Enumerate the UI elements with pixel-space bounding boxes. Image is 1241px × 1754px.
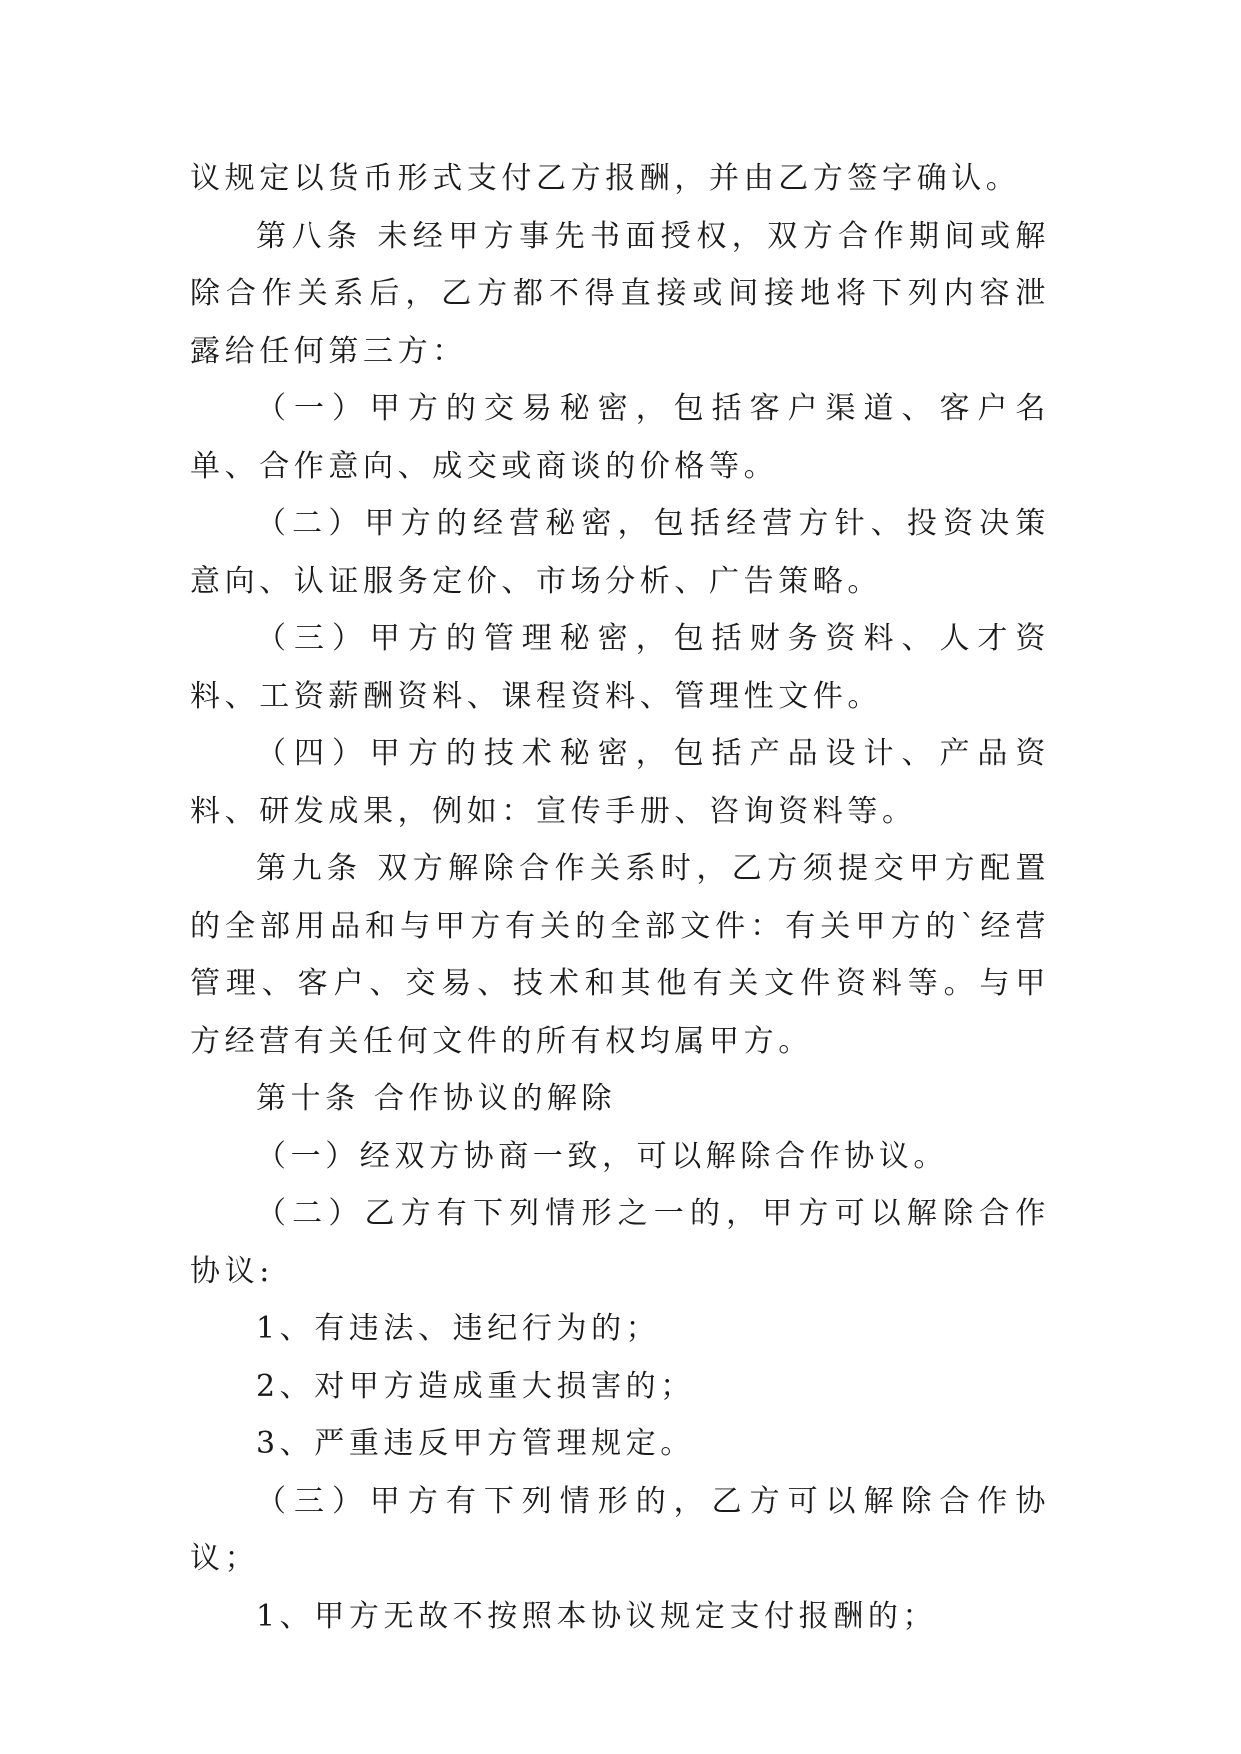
article-10-item-2-sub-3: 3、严重违反甲方管理规定。 [256,1426,695,1461]
article-10-item-1: （一）经双方协商一致，可以解除合作协议。 [256,1138,948,1174]
article-8-item-2: （二）甲方的经营秘密，包括经营方针、投资决策意向、认证服务定价、市场分析、广告策略。 [190,506,1050,599]
article-10-item-3: （三）甲方有下列情形的，乙方可以解除合作协议； [190,1483,1050,1576]
article-10-item-2-sub-2: 2、对甲方造成重大损害的； [256,1368,695,1404]
article-8-item-1: （一）甲方的交易秘密，包括客户渠道、客户名单、合作意向、成交或商谈的价格等。 [190,391,1050,484]
article-9: 第九条 双方解除合作关系时，乙方须提交甲方配置的全部用品和与甲方有关的全部文件：有关甲方的`经营管理、客户、交易、技术和其他有关文件资料等。与甲方经营有关任何文件的所有权均属甲方。 [190,851,1050,1059]
paragraph-continuation: 议规定以货币形式支付乙方报酬，并由乙方签字确认。 [190,161,1021,196]
article-8-item-3: （三）甲方的管理秘密，包括财务资料、人才资料、工资薪酬资料、课程资料、管理性文件。 [190,621,1050,714]
document-body [190,150,1050,1645]
article-10-item-3-sub-1: 1、甲方无故不按照本协议规定支付报酬的； [256,1598,938,1634]
article-10-item-2: （二）乙方有下列情形之一的，甲方可以解除合作协议: [190,1196,1050,1289]
article-10-item-2-sub-1: 1、有违法、违纪行为的； [256,1311,661,1346]
article-10-heading: 第十条 合作协议的解除 [256,1081,617,1116]
article-8: 第八条 未经甲方事先书面授权，双方合作期间或解除合作关系后，乙方都不得直接或间接地将下列内容泄露给任何第三方： [190,218,1050,369]
article-8-item-4: （四）甲方的技术秘密，包括产品设计、产品资料、研发成果，例如：宣传手册、咨询资料等。 [190,736,1050,829]
